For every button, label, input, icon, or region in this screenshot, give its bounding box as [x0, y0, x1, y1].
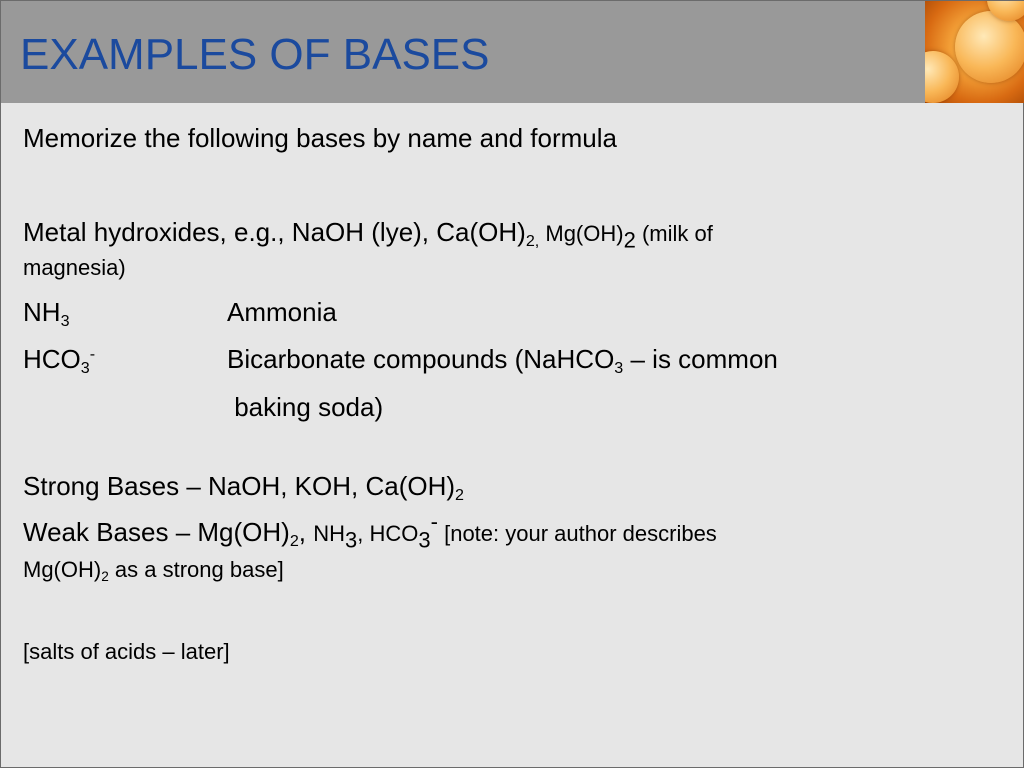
subscript: 3	[345, 527, 358, 553]
note-text: [note: your author describes	[437, 521, 717, 546]
mg-oh-text: Mg(OH)	[23, 557, 102, 582]
superscript: -	[89, 345, 96, 364]
bicarbonate-description	[227, 344, 778, 377]
baking-soda-text: baking soda)	[227, 392, 384, 422]
strong-bases-text: Strong Bases – NaOH, KOH, Ca(OH)	[23, 471, 456, 501]
ammonia-formula	[23, 297, 70, 330]
subscript: 2	[289, 531, 299, 550]
bicarbonate-row	[23, 344, 1003, 377]
ammonia-row	[23, 297, 1003, 330]
subscript: 2,	[525, 231, 540, 250]
title-bar	[1, 1, 1024, 103]
strong-bases-line	[23, 471, 464, 504]
desc-text: – is common	[623, 344, 778, 374]
weak-bases-text: Weak Bases – Mg(OH)	[23, 517, 290, 547]
orange-pills-photo-icon	[925, 1, 1024, 103]
metal-hydroxides-lead: Metal hydroxides, e.g., NaOH (lye), Ca(OH)	[23, 217, 526, 247]
superscript: -	[430, 508, 438, 534]
subscript: 2	[455, 485, 464, 504]
separator-text: ,	[298, 517, 314, 547]
salts-text: [salts of acids – later]	[23, 639, 230, 664]
formula-text: NH	[23, 297, 61, 327]
subscript: 2	[623, 227, 636, 253]
desc-text: Bicarbonate compounds (NaHCO	[227, 344, 615, 374]
bicarbonate-formula	[23, 344, 96, 377]
magnesia-text: magnesia)	[23, 255, 126, 280]
milk-of-text: (milk of	[635, 221, 713, 246]
slide-title: EXAMPLES OF BASES	[20, 30, 490, 79]
mg-oh-text: Mg(OH)	[539, 221, 624, 246]
formula-text: HCO	[23, 344, 81, 374]
subscript: 3	[80, 358, 90, 377]
ammonia-name: Ammonia	[227, 297, 337, 327]
metal-hydroxides-line	[23, 217, 713, 253]
subscript: 2	[101, 569, 109, 585]
subscript: 3	[614, 358, 624, 377]
weak-bases-note-line2	[23, 555, 284, 585]
nh3-text: NH	[313, 521, 346, 546]
weak-bases-line	[23, 508, 717, 553]
intro-text: Memorize the following bases by name and formula	[23, 123, 617, 153]
note-text: as a strong base]	[108, 557, 284, 582]
subscript: 3	[418, 527, 431, 553]
hco3-text: , HCO	[357, 521, 419, 546]
subscript: 3	[60, 311, 70, 330]
